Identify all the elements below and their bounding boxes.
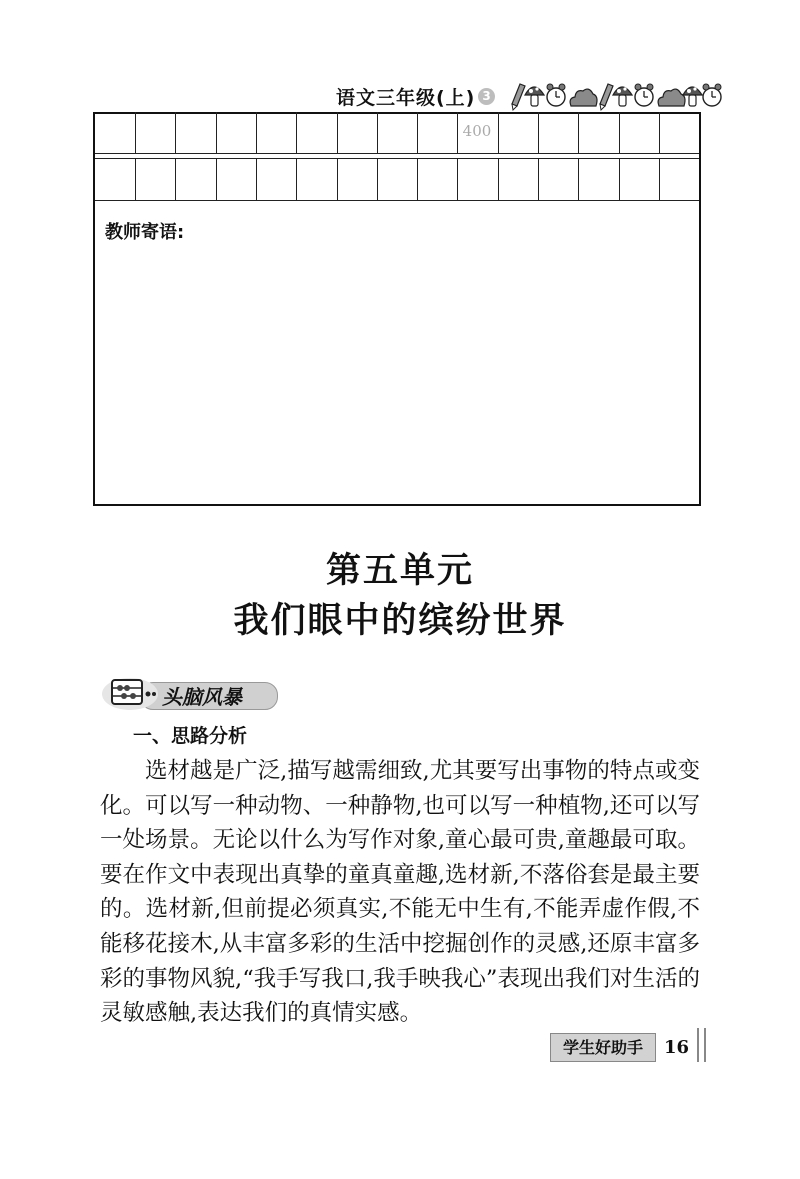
page-header-title: 语文三年级(上) (336, 87, 476, 109)
grid-cell-divider (216, 159, 217, 200)
section-heading: 一、思路分析 (133, 725, 248, 747)
abacus-icon (100, 672, 160, 712)
mushroom-icon (613, 87, 632, 106)
header-decoration (502, 78, 724, 112)
grid-cell-divider (659, 112, 660, 153)
alarm-clock-icon (635, 84, 653, 106)
grid-cell-divider (457, 159, 458, 200)
pencil-icon (512, 84, 525, 110)
grid-cell-divider (377, 112, 378, 153)
grid-cell-divider (498, 112, 499, 153)
grid-cell-divider (377, 159, 378, 200)
grid-cell-divider (619, 112, 620, 153)
grid-cell-divider (578, 159, 579, 200)
alarm-clock-icon (703, 84, 721, 106)
volume-number-badge: 3 (478, 88, 495, 105)
writing-box (93, 112, 701, 506)
unit-subtitle: 我们眼中的缤纷世界 (233, 601, 567, 641)
grid-cell-divider (498, 159, 499, 200)
grid-cell-divider (135, 159, 136, 200)
section-badge-label: 头脑风暴 (162, 685, 242, 709)
grid-cell-divider (256, 112, 257, 153)
grid-cell-divider (175, 159, 176, 200)
footer-bars (696, 1028, 710, 1062)
grid-cell-divider (216, 112, 217, 153)
analysis-paragraph: 选材越是广泛,描写越需细致,尤其要写出事物的特点或变化。可以写一种动物、一种静物,也可以写一种植物,还可以写一处场景。无论以什么为写作对象,童心最可贵,童趣最可取。要在作文中表现出真挚的童真童趣,选材新,不落俗套是最主要的。选材新,但前提必须真实,不能无中生有,不能弄虚作假,不能移花接木,从丰富多彩的生活中挖掘创作的灵感,还原丰富多彩的事物风貌,“我手写我口,我手映我心”表现出我们对生活的灵敏感触,表达我们的真情实感。 (100, 758, 700, 1027)
footer-label: 学生好助手 (550, 1033, 656, 1062)
grid-cell-divider (659, 159, 660, 200)
writing-grid-row (95, 112, 699, 154)
alarm-clock-icon (547, 84, 565, 106)
pencil-icon (600, 84, 613, 110)
grid-cell-divider (296, 159, 297, 200)
grid-cell-divider (256, 159, 257, 200)
cloud-icon (658, 89, 685, 106)
grid-cell-divider (417, 112, 418, 153)
unit-title: 第五单元 (325, 551, 474, 591)
grid-cell-divider (578, 112, 579, 153)
grid-cell-divider (175, 112, 176, 153)
grid-cell-divider (337, 159, 338, 200)
word-count-marker: 400 (462, 122, 492, 140)
grid-cell-divider (417, 159, 418, 200)
grid-cell-divider (337, 112, 338, 153)
grid-cell-divider (135, 112, 136, 153)
mushroom-icon (683, 87, 702, 106)
grid-cell-divider (619, 159, 620, 200)
mushroom-icon (525, 87, 544, 106)
page-number: 16 (664, 1037, 690, 1058)
cloud-icon (570, 89, 597, 106)
grid-cell-divider (538, 159, 539, 200)
grid-cell-divider (538, 112, 539, 153)
grid-cell-divider (296, 112, 297, 153)
grid-row-gap (95, 153, 699, 157)
writing-grid-row (95, 158, 699, 201)
teacher-comment-label: 教师寄语: (105, 222, 185, 243)
section-badge (100, 672, 278, 712)
